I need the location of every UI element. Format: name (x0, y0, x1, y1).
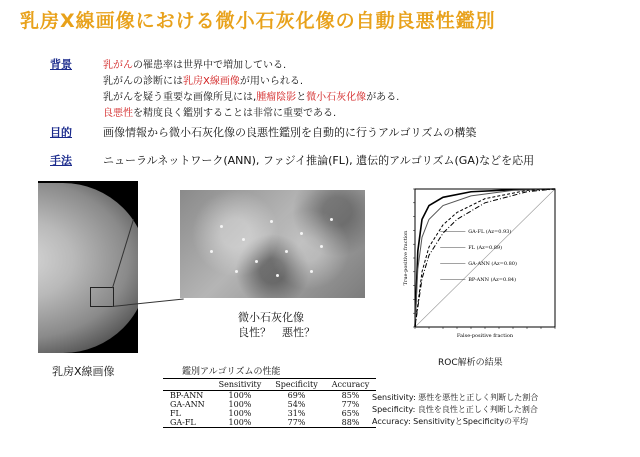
background-line-4 (103, 104, 336, 119)
mammogram-caption: 乳房X線画像 (52, 365, 115, 378)
table-row (163, 391, 376, 401)
table-cell: 77% (268, 418, 324, 428)
table-cell: GA-FL (163, 418, 212, 428)
table-cell: 100% (228, 409, 252, 418)
background-label: 背景 (50, 58, 72, 71)
purpose-text: 画像情報から微小石灰化像の良悪性鑑別を自動的に行うアルゴリズムの構築 (103, 126, 477, 139)
definition-specificity: Specificity: 良性を良性と正しく判断した割合 (372, 405, 538, 414)
region-of-interest-box (90, 287, 114, 307)
table-cell: 69% (287, 391, 306, 400)
table-cell: BP-ANN (170, 391, 204, 400)
background-line-4-text: を精度良く鑑別することは非常に重要である. (133, 108, 337, 119)
highlight-mammogram: 乳房X線画像 (183, 76, 240, 87)
background-line-3-text-c: と (296, 92, 307, 103)
background-line-3-text-e: がある. (366, 92, 400, 103)
roc-legend-label: GA-FL (Az=0.93) (468, 229, 512, 235)
closeup-caption-line-2: 良性？ 悪性？ (238, 326, 315, 339)
highlight-breast-cancer: 乳がん (103, 60, 133, 71)
performance-table-title: 鑑別アルゴリズムの性能 (182, 367, 281, 377)
table-cell: 65% (341, 409, 360, 418)
background-line-1 (103, 56, 286, 71)
breast-silhouette (38, 183, 138, 353)
table-cell: FL (170, 409, 181, 418)
background-line-2-text-a: 乳がんの診断には (103, 76, 183, 87)
background-line-3-text-a: 乳がんを疑う重要な画像所見には, (103, 92, 257, 103)
table-row (163, 400, 376, 409)
roc-caption: ROC解析の結果 (438, 358, 503, 368)
table-cell: 100% (228, 391, 252, 400)
table-header-3: Accuracy (325, 379, 376, 391)
microcalcification-closeup-image (180, 190, 365, 298)
purpose-label: 目的 (50, 126, 72, 139)
roc-plot-area (403, 189, 555, 339)
table-header-0 (163, 379, 212, 391)
roc-diagonal (415, 189, 555, 327)
table-cell: 88% (325, 418, 376, 428)
definition-sensitivity: Sensitivity: 悪性を悪性と正しく判断した割合 (372, 393, 539, 402)
background-line-2-text-c: が用いられる. (239, 76, 304, 87)
highlight-microcalcification: 微小石灰化像 (306, 92, 367, 103)
table-row (163, 409, 376, 418)
background-line-2 (103, 72, 303, 87)
metric-definitions (372, 392, 538, 428)
background-line-1-text: の罹患率は世界中で増加している. (133, 60, 287, 71)
performance-table (163, 378, 376, 428)
table-cell: GA-ANN (170, 400, 205, 409)
roc-legend-label: BP-ANN (Az=0.84) (468, 277, 517, 283)
closeup-caption-line-1: 微小石灰化像 (238, 311, 304, 324)
page-title: 乳房X線画像における微小石灰化像の自動良悪性鑑別 (20, 10, 496, 32)
table-cell: 100% (228, 400, 252, 409)
roc-legend-label: FL (Az=0.89) (468, 245, 503, 251)
table-row (163, 418, 376, 428)
method-text: ニューラルネットワーク(ANN), ファジイ推論(FL), 遺伝的アルゴリズム(GA)などを応用 (103, 154, 535, 167)
table-cell: 100% (212, 418, 269, 428)
table-cell: 77% (341, 400, 360, 409)
roc-chart (385, 183, 565, 343)
table-header-1: Sensitivity (212, 379, 269, 391)
highlight-benign-malignant: 良悪性 (103, 108, 133, 119)
definition-accuracy: Accuracy: SensitivityとSpecificityの平均 (372, 417, 529, 426)
mammogram-image (38, 181, 138, 353)
highlight-mass: 腫瘤陰影 (256, 92, 297, 103)
method-label: 手法 (50, 154, 72, 167)
table-cell: 31% (287, 409, 306, 418)
roc-x-axis-label: False-positive fraction (456, 333, 514, 339)
table-cell: 54% (287, 400, 306, 409)
background-line-3 (103, 88, 399, 103)
table-cell: 85% (341, 391, 360, 400)
table-header-2: Specificity (268, 379, 324, 391)
roc-legend-label: GA-ANN (Az=0.80) (468, 261, 517, 267)
roc-y-axis-label: True-positive fraction (403, 230, 409, 286)
